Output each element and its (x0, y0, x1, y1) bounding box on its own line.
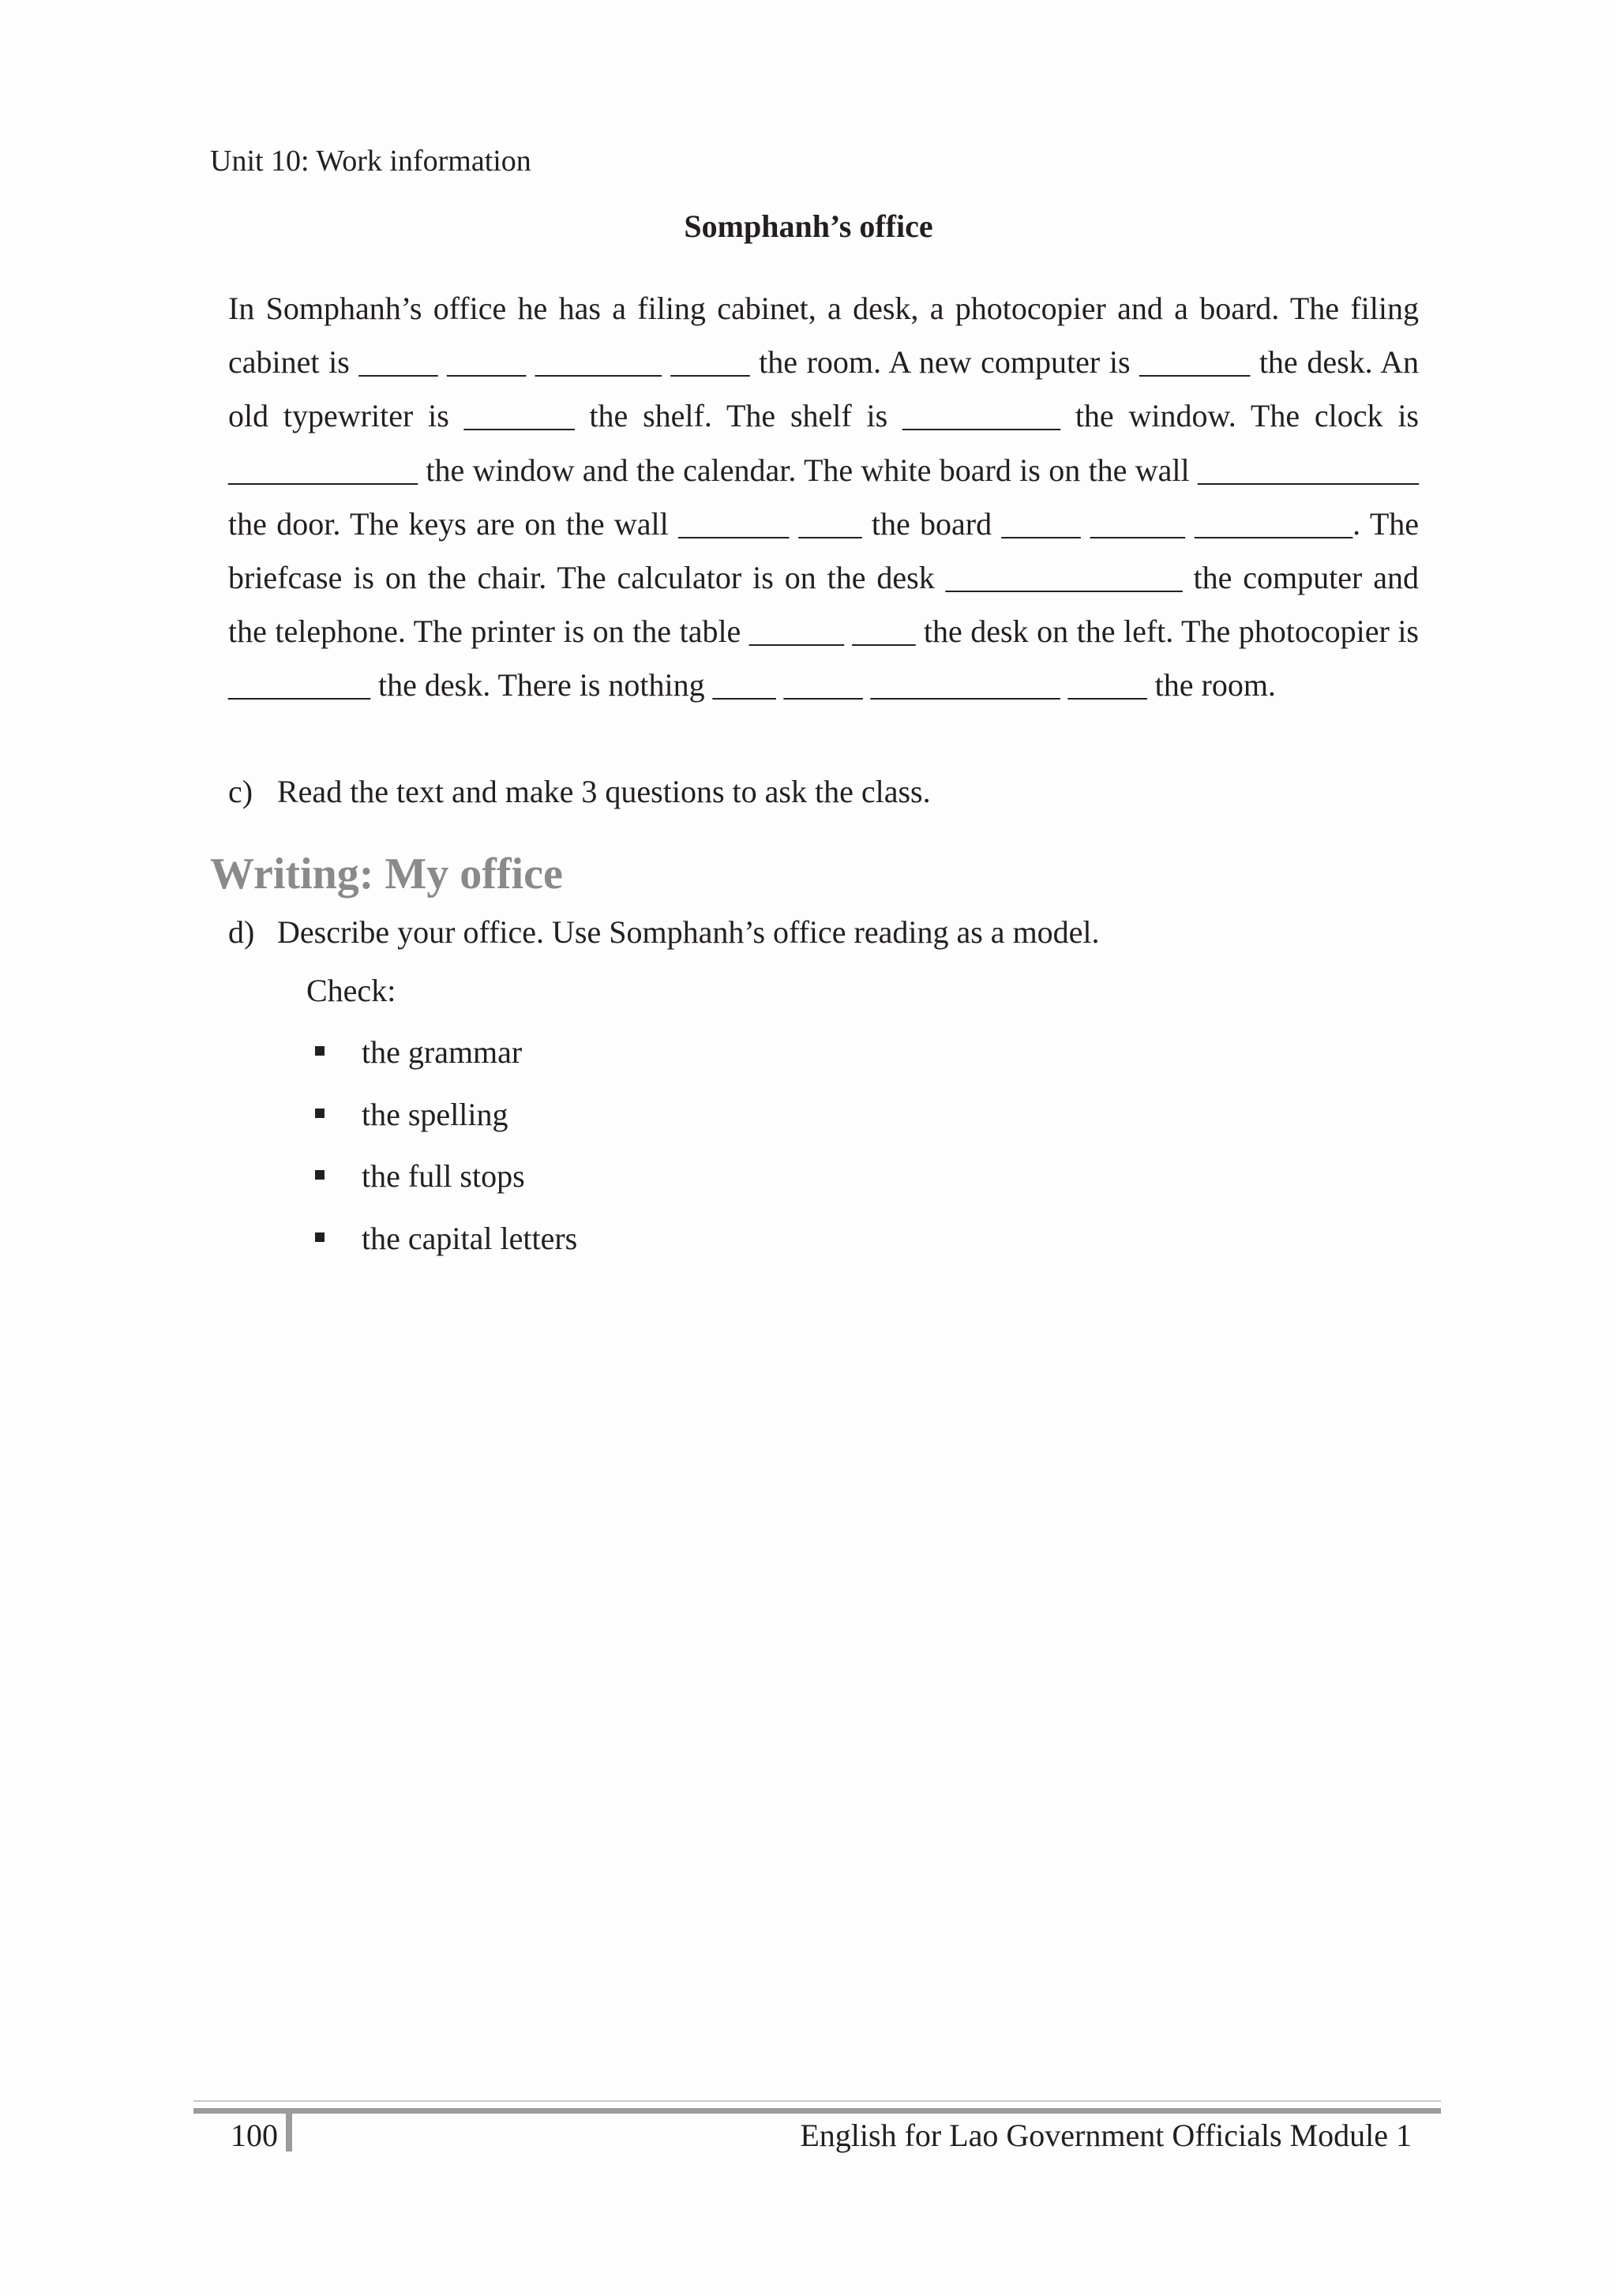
footer-rule-thick (193, 2108, 1441, 2114)
task-c-text: Read the text and make 3 questions to ask the class. (277, 774, 931, 809)
check-item-text: the full stops (362, 1158, 525, 1194)
task-d-letter: d) (228, 914, 255, 950)
unit-header: Unit 10: Work information (210, 144, 531, 178)
square-bullet-icon (315, 1170, 325, 1180)
footer-divider (286, 2114, 292, 2152)
check-item-text: the spelling (362, 1096, 508, 1132)
task-d-text: Describe your office. Use Somphanh’s office reading as a model. (277, 914, 1100, 950)
check-label: Check: (306, 973, 396, 1008)
square-bullet-icon (315, 1046, 325, 1056)
task-c-letter: c) (228, 774, 253, 809)
check-item-text: the grammar (362, 1034, 523, 1070)
footer-rule-thin (193, 2100, 1441, 2102)
check-item-text: the capital letters (362, 1220, 578, 1256)
page-number: 100 (231, 2118, 278, 2153)
square-bullet-icon (315, 1232, 325, 1242)
reading-paragraph: In Somphanh’s office he has a filing cabinet, a desk, a photocopier and a board. The filing cabinet is _____ _____ ________ _____ the room. A new computer is _______ the desk. An old typewriter is _______ the shelf. The shelf is __________ the window. The clock is ____________ the window and the calendar. The white board is on the wall ______________ the door. The keys are on the wall _______ ____ the board _____ ______ __________. The briefcase is on the chair. The calculator is on the desk _______________ the computer and the telephone. The printer is on the table ______ ____ the desk on the left. The photocopier is _________ the desk. There is nothing ____ _____ ____________ _____ the room. (228, 291, 1419, 703)
square-bullet-icon (315, 1109, 325, 1118)
reading-title: Somphanh’s office (684, 208, 933, 244)
writing-heading: Writing: My office (210, 850, 563, 899)
book-title: English for Lao Government Officials Module 1 (800, 2118, 1412, 2153)
